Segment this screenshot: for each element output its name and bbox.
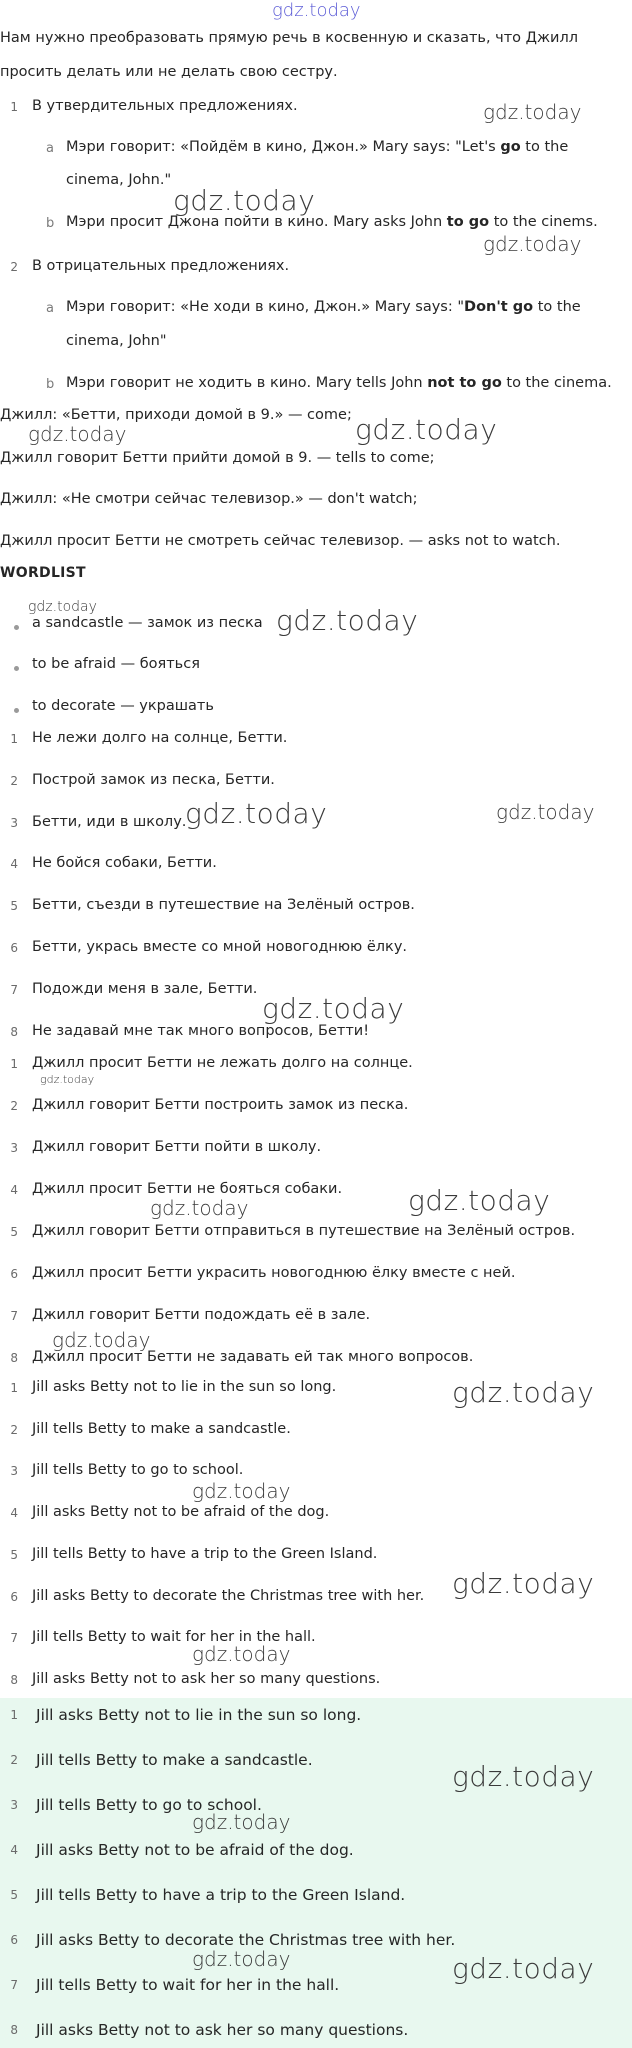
list-number: 1 [10, 1381, 18, 1395]
list-number: 3 [10, 815, 18, 830]
list-item: Не задавай мне так много вопросов, Бетти! [32, 1022, 370, 1039]
list-item: Не лежи долго на солнце, Бетти. [32, 730, 288, 746]
list-item: Бетти, иди в школу. [32, 813, 187, 830]
list-item: Jill tells Betty to have a trip to the Green Island. [36, 1886, 406, 1904]
watermark: gdz.today [452, 1376, 595, 1409]
watermark: gdz.today [408, 1184, 551, 1217]
intro-line-1: Нам нужно преобразовать прямую речь в косвенную и сказать, что Джилл [0, 30, 579, 46]
list-number: 1 [10, 1708, 18, 1722]
watermark: gdz.today [185, 797, 328, 830]
list-number: 5 [10, 1888, 18, 1902]
list-number: 5 [10, 1225, 18, 1239]
item-letter: a [46, 141, 54, 156]
item-line: Мэри говорит не ходить в кино. Mary tells John not to go to the cinema. [66, 375, 612, 391]
list-number: 3 [10, 1141, 18, 1155]
list-item: Jill asks Betty not to be afraid of the dog. [32, 1504, 330, 1521]
wordlist-item: to decorate — украшать [32, 698, 214, 714]
list-item: Jill tells Betty to have a trip to the Green Island. [32, 1545, 378, 1562]
watermark: gdz.today [192, 1947, 291, 1971]
list-item: Джилл просит Бетти украсить новогоднюю ёлку вместе с ней. [32, 1265, 516, 1281]
list-number: 7 [10, 982, 18, 997]
example-line: Джилл: «Бетти, приходи домой в 9.» — come; [0, 407, 352, 423]
list-number: 8 [10, 2023, 18, 2037]
bullet [14, 625, 19, 630]
list-number: 1 [10, 1057, 18, 1071]
list-item: Не бойся собаки, Бетти. [32, 855, 217, 872]
wordlist-item: to be afraid — бояться [32, 656, 200, 672]
item-letter: b [46, 216, 55, 231]
watermark: gdz.today [483, 100, 582, 124]
list-item: Jill asks Betty not to ask her so many questions. [36, 2021, 409, 2039]
list-number: 8 [10, 1024, 18, 1039]
list-item: Jill asks Betty to decorate the Christmas tree with her. [36, 1931, 456, 1949]
watermark: gdz.today [52, 1328, 151, 1352]
watermark: gdz.today [192, 1642, 291, 1666]
list-item: Jill tells Betty to go to school. [32, 1462, 244, 1479]
watermark: gdz.today [28, 422, 127, 446]
item-line: Мэри говорит: «Пойдём в кино, Джон.» Mary says: "Let's go to the [66, 139, 569, 155]
list-number: 6 [10, 941, 18, 955]
example-line: Джилл просит Бетти не смотреть сейчас телевизор. — asks not to watch. [0, 533, 561, 549]
list-number: 6 [10, 1267, 18, 1281]
example-line: Джилл: «Не смотри сейчас телевизор.» — don't watch; [0, 491, 418, 507]
bullet [14, 666, 19, 671]
list-number: 6 [10, 1589, 18, 1604]
watermark: gdz.today [355, 413, 498, 446]
watermark: gdz.today [173, 184, 316, 217]
list-number: 2 [10, 773, 18, 788]
watermark: gdz.today [452, 1952, 595, 1985]
list-item: Джилл говорит Бетти подождать её в зале. [32, 1307, 371, 1323]
watermark: gdz.today [483, 232, 582, 256]
list-number: 2 [10, 1422, 18, 1437]
list-item: Джилл говорит Бетти пойти в школу. [32, 1139, 322, 1155]
list-number: 4 [10, 1183, 18, 1197]
list-item: Джилл говорит Бетти отправиться в путешествие на Зелёный остров. [32, 1223, 576, 1239]
list-number: 2 [10, 1099, 18, 1113]
section-number: 2 [10, 260, 18, 274]
list-item: Джилл просит Бетти не бояться собаки. [32, 1181, 343, 1197]
list-number: 5 [10, 899, 18, 914]
bullet [14, 708, 19, 713]
list-item: Jill asks Betty not to ask her so many questions. [32, 1670, 381, 1687]
list-item: Jill asks Betty not to lie in the sun so long. [36, 1706, 362, 1724]
watermark: gdz.today [150, 1196, 249, 1220]
list-number: 3 [10, 1464, 18, 1479]
item-letter: b [46, 377, 55, 392]
list-item: Подожди меня в зале, Бетти. [32, 980, 258, 997]
list-number: 7 [10, 1309, 18, 1323]
watermark: gdz.today [40, 1073, 95, 1086]
list-item: Jill asks Betty to decorate the Christmas tree with her. [32, 1587, 425, 1604]
wordlist-item: a sandcastle — замок из песка [32, 615, 263, 631]
watermark: gdz.today [192, 1810, 291, 1834]
wordlist-heading: WORDLIST [0, 565, 86, 581]
list-item: Джилл просит Бетти не задавать ей так много вопросов. [32, 1349, 474, 1365]
list-item: Построй замок из песка, Бетти. [32, 771, 275, 788]
list-number: 4 [10, 1843, 18, 1857]
list-item: Jill asks Betty not to be afraid of the dog. [36, 1841, 354, 1859]
list-item: Jill tells Betty to wait for her in the hall. [32, 1629, 316, 1646]
list-item: Бетти, укрась вместе со мной новогоднюю ёлку. [32, 939, 408, 955]
item-letter: a [46, 301, 54, 316]
watermark: gdz.today [452, 1567, 595, 1600]
item-line: Мэри говорит: «Не ходи в кино, Джон.» Mary says: "Don't go to the [66, 299, 581, 315]
item-line-2: cinema, John." [66, 172, 172, 188]
list-number: 8 [10, 1672, 18, 1687]
section-title: В утвердительных предложениях. [32, 98, 298, 114]
list-number: 7 [10, 1631, 18, 1646]
list-item: Jill tells Betty to wait for her in the hall. [36, 1976, 340, 1994]
watermark: gdz.today [276, 604, 419, 637]
list-number: 2 [10, 1753, 18, 1767]
list-number: 6 [10, 1933, 18, 1947]
watermark: gdz.today [452, 1760, 595, 1793]
list-number: 1 [10, 732, 18, 746]
watermark: gdz.today [28, 599, 97, 615]
list-number: 4 [10, 857, 18, 872]
list-number: 7 [10, 1978, 18, 1992]
item-line: Мэри просит Джона пойти в кино. Mary asks John to go to the cinems. [66, 214, 598, 230]
list-item: Бетти, съезди в путешествие на Зелёный остров. [32, 897, 415, 914]
section-number: 1 [10, 100, 18, 114]
list-number: 3 [10, 1798, 18, 1812]
list-item: Jill tells Betty to make a sandcastle. [32, 1420, 291, 1437]
intro-line-2: просить делать или не делать свою сестру. [0, 64, 338, 80]
list-item: Jill tells Betty to make a sandcastle. [36, 1751, 313, 1769]
watermark: gdz.today [192, 1479, 291, 1503]
list-number: 8 [10, 1351, 18, 1365]
list-item: Jill tells Betty to go to school. [36, 1796, 262, 1814]
list-number: 5 [10, 1547, 18, 1562]
list-number: 4 [10, 1506, 18, 1521]
item-line-2: cinema, John" [66, 333, 167, 349]
list-item: Джилл просит Бетти не лежать долго на солнце. [32, 1055, 413, 1071]
watermark: gdz.today [262, 992, 405, 1025]
list-item: Jill asks Betty not to lie in the sun so long. [32, 1379, 337, 1395]
watermark: gdz.today [496, 800, 595, 824]
watermark-top: gdz.today [272, 0, 361, 21]
section-title: В отрицательных предложениях. [32, 258, 290, 274]
list-item: Джилл говорит Бетти построить замок из песка. [32, 1097, 409, 1113]
example-line: Джилл говорит Бетти прийти домой в 9. — tells to come; [0, 450, 435, 466]
